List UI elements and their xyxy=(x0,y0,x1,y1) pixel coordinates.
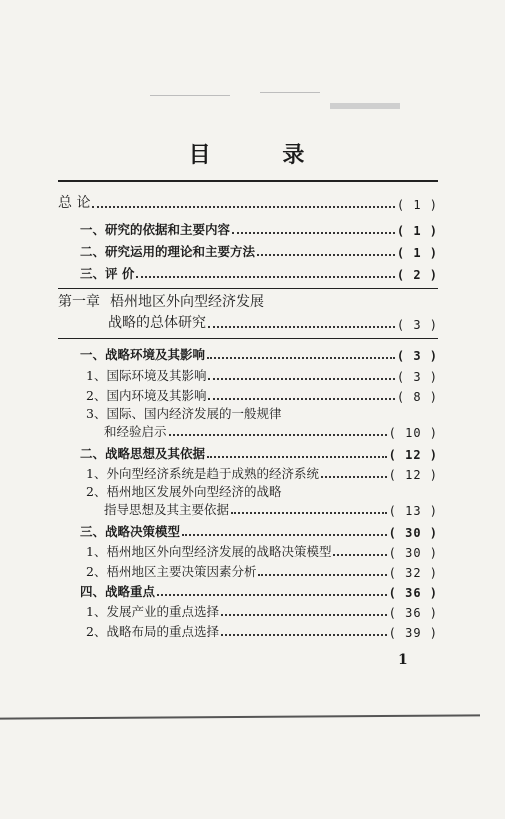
toc-entry[interactable] xyxy=(80,262,438,282)
page-number: ( 1 ) xyxy=(396,198,438,212)
toc-entry[interactable] xyxy=(86,364,438,384)
entry-text: 梧州地区外向型经济发展的战略决策模型 xyxy=(106,544,332,559)
page-number: ( 36 ) xyxy=(388,606,438,620)
entry-number: 一、 xyxy=(80,222,106,237)
leader-dots xyxy=(258,574,386,576)
entry-text: 战略重点 xyxy=(105,584,156,599)
toc-entry[interactable] xyxy=(80,520,438,540)
chapter-title-line1: 梧州地区外向型经济发展 xyxy=(110,294,264,310)
page-number: ( 30 ) xyxy=(388,546,438,560)
entry-text: 战略决策模型 xyxy=(105,524,181,539)
page-number: ( 36 ) xyxy=(388,586,438,600)
leader-dots xyxy=(257,254,395,256)
entry-number: 二、 xyxy=(80,244,106,259)
toc-entry[interactable] xyxy=(80,343,438,363)
entry-text: 梧州地区发展外向型经济的战略 xyxy=(106,484,282,499)
section-rule xyxy=(58,288,438,289)
page-number: ( 3 ) xyxy=(396,318,438,332)
entry-text: 评 价 xyxy=(105,266,135,281)
entry-text-cont: 和经验启示 xyxy=(104,424,167,439)
chapter-heading[interactable] xyxy=(58,291,264,311)
toc-entry[interactable] xyxy=(80,240,438,260)
entry-text: 战略环境及其影响 xyxy=(105,347,206,362)
entry-number: 3、 xyxy=(86,406,107,421)
entry-text: 战略思想及其依据 xyxy=(105,446,206,461)
entry-number: 四、 xyxy=(80,584,106,599)
entry-number: 三、 xyxy=(80,524,106,539)
page-number: ( 3 ) xyxy=(396,349,438,363)
entry-number: 三、 xyxy=(80,266,106,281)
leader-dots xyxy=(208,398,394,400)
leader-dots xyxy=(221,614,387,616)
leader-dots xyxy=(333,554,386,556)
leader-dots xyxy=(321,476,387,478)
entry-number: 1、 xyxy=(86,368,107,383)
toc-entry[interactable] xyxy=(86,540,438,560)
entry-text: 研究运用的理论和主要方法 xyxy=(105,244,256,259)
toc-entry[interactable] xyxy=(86,600,438,620)
toc-entry[interactable] xyxy=(80,218,438,238)
page-number: ( 10 ) xyxy=(388,426,438,440)
leader-dots xyxy=(136,276,395,278)
entry-number: 1、 xyxy=(86,466,107,481)
toc-entry[interactable] xyxy=(80,442,438,462)
page-number: ( 3 ) xyxy=(396,370,438,384)
page-number: ( 39 ) xyxy=(388,626,438,640)
toc-entry[interactable] xyxy=(86,384,438,404)
toc-entry[interactable] xyxy=(86,462,438,482)
entry-number: 1、 xyxy=(86,604,107,619)
leader-dots xyxy=(221,634,387,636)
entry-text: 战略布局的重点选择 xyxy=(106,624,219,639)
entry-number: 1、 xyxy=(86,544,107,559)
entry-text-cont: 指导思想及其主要依据 xyxy=(104,502,230,517)
entry-label: 总 论 xyxy=(58,195,91,211)
entry-text: 外向型经济系统是趋于成熟的经济系统 xyxy=(106,466,319,481)
page-number: ( 12 ) xyxy=(388,468,438,482)
entry-text: 发展产业的重点选择 xyxy=(106,604,219,619)
page-number: ( 32 ) xyxy=(388,566,438,580)
scan-edge-rule xyxy=(0,714,480,719)
entry-number: 二、 xyxy=(80,446,106,461)
entry-text: 国际、国内经济发展的一般规律 xyxy=(106,406,282,421)
scan-noise xyxy=(260,92,320,93)
entry-number: 2、 xyxy=(86,484,107,499)
toc-entry-chapter1[interactable] xyxy=(108,312,438,332)
toc-entry[interactable] xyxy=(86,560,438,580)
toc-entry[interactable] xyxy=(104,420,438,440)
toc-entry[interactable] xyxy=(80,580,438,600)
leader-dots xyxy=(232,232,395,234)
scan-noise xyxy=(330,103,400,109)
page-number: ( 1 ) xyxy=(396,224,438,238)
title-rule xyxy=(58,180,438,182)
entry-text: 梧州地区主要决策因素分析 xyxy=(106,564,257,579)
scan-noise xyxy=(150,95,230,96)
leader-dots xyxy=(182,534,387,536)
page-number: ( 2 ) xyxy=(396,268,438,282)
leader-dots xyxy=(208,326,395,328)
section-rule xyxy=(58,338,438,339)
leader-dots xyxy=(92,206,394,208)
entry-number: 2、 xyxy=(86,388,107,403)
toc-entry[interactable] xyxy=(86,620,438,640)
leader-dots xyxy=(157,594,387,596)
leader-dots xyxy=(231,512,387,514)
page-number: ( 1 ) xyxy=(396,246,438,260)
page-folio: 1 xyxy=(398,652,408,668)
leader-dots xyxy=(169,434,387,436)
entry-number: 一、 xyxy=(80,347,106,362)
entry-text: 国内环境及其影响 xyxy=(106,388,207,403)
page-number: ( 30 ) xyxy=(388,526,438,540)
entry-text: 研究的依据和主要内容 xyxy=(105,222,231,237)
page-title: 目 录 xyxy=(188,142,337,168)
page-number: ( 13 ) xyxy=(388,504,438,518)
leader-dots xyxy=(207,357,395,359)
entry-text: 国际环境及其影响 xyxy=(106,368,207,383)
leader-dots xyxy=(207,456,387,458)
toc-entry[interactable] xyxy=(104,498,438,518)
chapter-title-line2: 战略的总体研究 xyxy=(108,315,206,331)
entry-number: 2、 xyxy=(86,624,107,639)
entry-number: 2、 xyxy=(86,564,107,579)
leader-dots xyxy=(208,378,394,380)
page-number: ( 8 ) xyxy=(396,390,438,404)
page-number: ( 12 ) xyxy=(388,448,438,462)
toc-entry-intro[interactable] xyxy=(58,192,438,212)
chapter-label: 第一章 xyxy=(58,294,100,310)
